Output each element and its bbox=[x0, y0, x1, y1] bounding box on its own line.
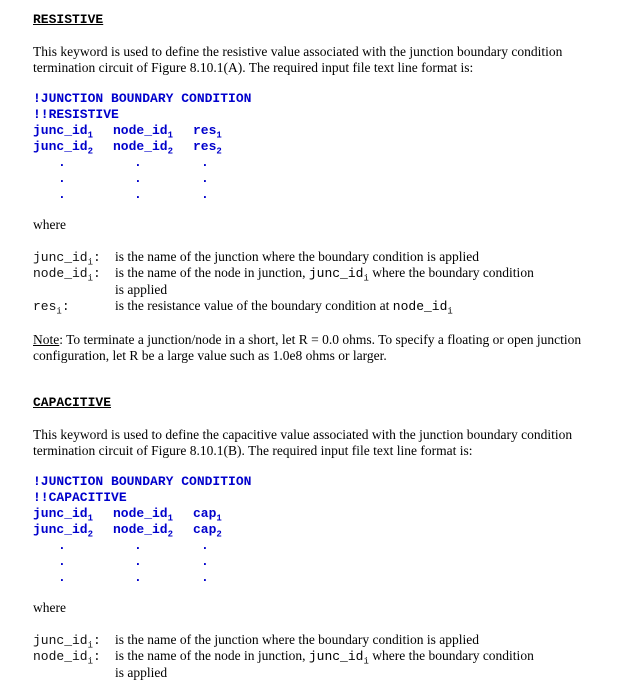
ellipsis-dot: . bbox=[58, 554, 66, 569]
ellipsis-dot: . bbox=[134, 155, 142, 170]
resistive-code-header: !JUNCTION BOUNDARY CONDITION bbox=[33, 91, 252, 106]
capacitive-row-1-junc: $junc\_id_1$ bbox=[33, 506, 94, 524]
resistive-row-1-node: $node\_id_1$ bbox=[113, 123, 174, 141]
resistive-def-node-text-cont: is applied bbox=[115, 282, 168, 297]
resistive-row-1-junc: $junc\_id_1$ bbox=[33, 123, 94, 141]
ellipsis-dot: . bbox=[201, 187, 209, 202]
ellipsis-dot: . bbox=[134, 538, 142, 553]
capacitive-where: where bbox=[33, 600, 66, 615]
capacitive-code-keyword: !!CAPACITIVE bbox=[33, 490, 127, 505]
resistive-where: where bbox=[33, 217, 66, 232]
capacitive-def-node-text: is the name of the node in junction, $junc\_id_i$ where the boundary condition bbox=[115, 648, 534, 667]
resistive-def-node-term: $node\_id_i$: bbox=[33, 266, 101, 284]
resistive-def-res-term: res$_i$: bbox=[33, 299, 70, 317]
capacitive-heading: CAPACITIVE bbox=[33, 395, 112, 410]
ellipsis-dot: . bbox=[201, 570, 209, 585]
ellipsis-dot: . bbox=[134, 187, 142, 202]
ellipsis-dot: . bbox=[58, 171, 66, 186]
capacitive-row-2-val: cap$_2$ bbox=[193, 522, 222, 540]
resistive-code-keyword: !!RESISTIVE bbox=[33, 107, 119, 122]
resistive-row-2-node: $node\_id_2$ bbox=[113, 139, 174, 157]
ellipsis-dot: . bbox=[58, 187, 66, 202]
ellipsis-dot: . bbox=[134, 554, 142, 569]
resistive-row-1-val: res$_1$ bbox=[193, 123, 222, 141]
capacitive-def-junc-text: is the name of the junction where the boundary condition is applied bbox=[115, 632, 480, 647]
capacitive-row-1-val: cap$_1$ bbox=[193, 506, 222, 524]
resistive-row-2-junc: $junc\_id_2$ bbox=[33, 139, 94, 157]
resistive-intro: This keyword is used to define the resistive value associated with the junction boundary condition termination circuit of Figure 8.10.1(A). The required input file text line format is: bbox=[33, 44, 563, 75]
capacitive-row-2-junc: $junc\_id_2$ bbox=[33, 522, 94, 540]
resistive-note: Note: To terminate a junction/node in a short, let R = 0.0 ohms. To specify a floating or open junction configuration, let R be a large value such as 1.0e8 ohms or larger. bbox=[33, 332, 582, 363]
capacitive-row-1-node: $node\_id_1$ bbox=[113, 506, 174, 524]
resistive-row-2-val: res$_2$ bbox=[193, 139, 222, 157]
capacitive-code-header: !JUNCTION BOUNDARY CONDITION bbox=[33, 474, 252, 489]
ellipsis-dot: . bbox=[58, 570, 66, 585]
resistive-def-res-text: is the resistance value of the boundary condition at $node\_id_i$ bbox=[115, 298, 453, 317]
resistive-def-junc-text: is the name of the junction where the boundary condition is applied bbox=[115, 249, 480, 264]
capacitive-def-junc-term: $junc\_id_i$: bbox=[33, 633, 101, 651]
capacitive-def-node-term: $node\_id_i$: bbox=[33, 649, 101, 667]
resistive-def-junc-term: $junc\_id_i$: bbox=[33, 250, 101, 268]
capacitive-intro: This keyword is used to define the capacitive value associated with the junction boundary condition termination circuit of Figure 8.10.1(B). The required input file text line format is: bbox=[33, 427, 573, 458]
resistive-def-node-text: is the name of the node in junction, $junc\_id_i$ where the boundary condition bbox=[115, 265, 534, 284]
ellipsis-dot: . bbox=[58, 155, 66, 170]
ellipsis-dot: . bbox=[201, 155, 209, 170]
ellipsis-dot: . bbox=[134, 570, 142, 585]
ellipsis-dot: . bbox=[201, 554, 209, 569]
ellipsis-dot: . bbox=[134, 171, 142, 186]
ellipsis-dot: . bbox=[58, 538, 66, 553]
ellipsis-dot: . bbox=[201, 171, 209, 186]
ellipsis-dot: . bbox=[201, 538, 209, 553]
resistive-heading: RESISTIVE bbox=[33, 12, 104, 27]
capacitive-row-2-node: $node\_id_2$ bbox=[113, 522, 174, 540]
capacitive-def-node-text-cont: is applied bbox=[115, 665, 168, 680]
